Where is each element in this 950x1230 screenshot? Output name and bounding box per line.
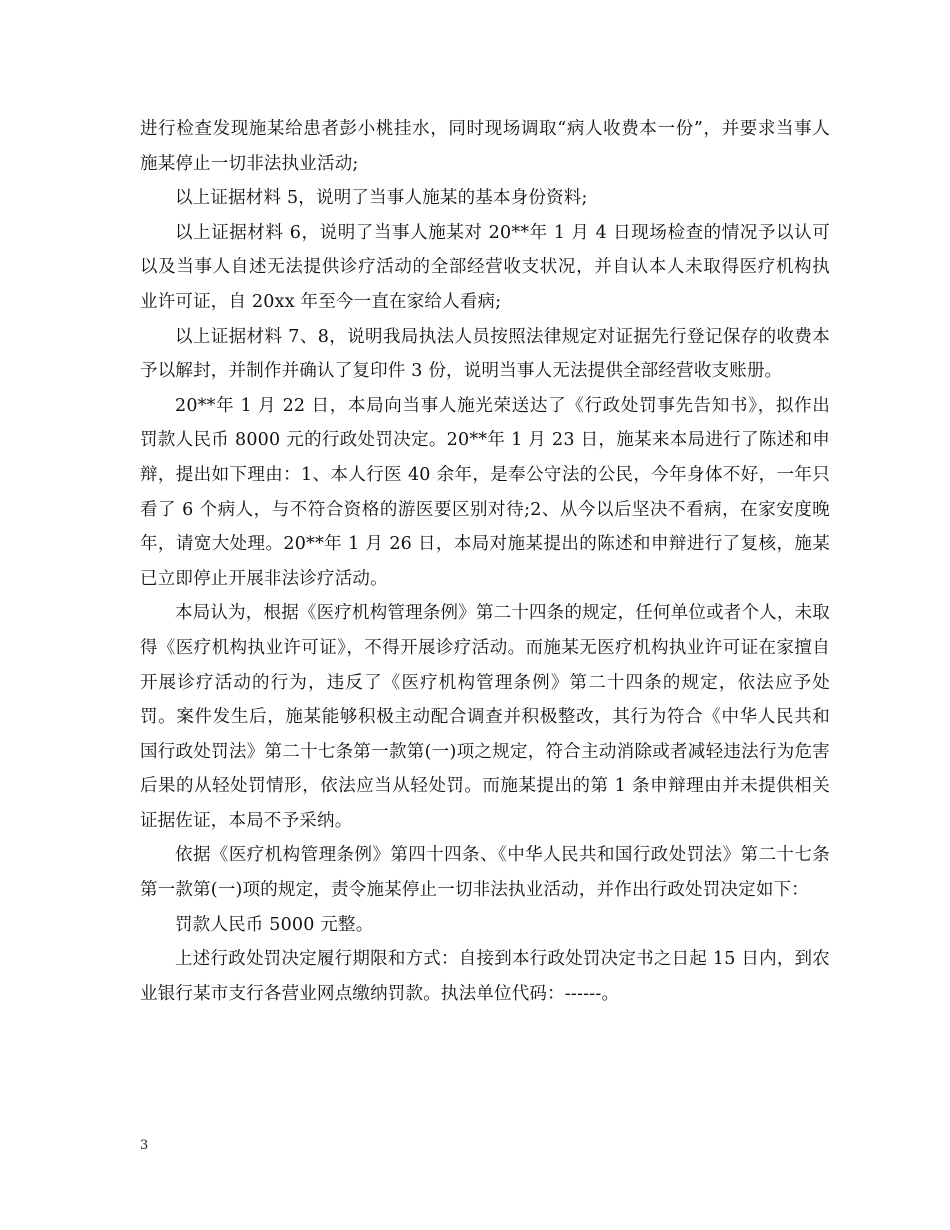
paragraph: 罚款人民币 5000 元整。 xyxy=(175,914,374,935)
paragraph: 本局认为，根据《医疗机构管理条例》第二十四条的规定，任何单位或者个人，未取得《医疗机构执业许可证》，不得开展诊疗活动。而施某无医疗机构执业许可证在家擅自开展诊疗活动的行为，违反了《医疗机构管理条例》第二十四条的规定，依法应予处罚。案件发生后，施某能够积极主动配合调查并积极整改，其行为符合《中华人民共和国行政处罚法》第二十七条第一款第(一)项之规定，符合主动消除或者减轻违法行为危害后果的从轻处罚情形，依法应当从轻处罚。而施某提出的第 1 条申辩理由并未提供相关证据佐证，本局不予采纳。 xyxy=(140,603,830,831)
paragraph: 依据《医疗机构管理条例》第四十四条、《中华人民共和国行政处罚法》第二十七条第一款第(一)项的规定，责令施某停止一切非法执业活动，并作出行政处罚决定如下： xyxy=(140,845,830,901)
paragraph: 上述行政处罚决定履行期限和方式：自接到本行政处罚决定书之日起 15 日内，到农业银行某市支行各营业网点缴纳罚款。执法单位代码：------。 xyxy=(140,949,830,1004)
paragraph: 以上证据材料 5，说明了当事人施某的基本身份资料; xyxy=(175,188,588,209)
paragraph: 进行检查发现施某给患者彭小桃挂水，同时现场调取“病人收费本一份”，并要求当事人施某停止一切非法执业活动; xyxy=(140,119,830,174)
page-number: 3 xyxy=(140,1138,149,1153)
paragraph: 以上证据材料 7、8，说明我局执法人员按照法律规定对证据先行登记保存的收费本予以解封，并制作并确认了复印件 3 份，说明当事人无法提供全部经营收支账册。 xyxy=(140,326,830,382)
paragraph: 以上证据材料 6，说明了当事人施某对 20**年 1 月 4 日现场检查的情况予以认可以及当事人自述无法提供诊疗活动的全部经营收支状况，并自认本人未取得医疗机构执业许可证，自 20xx 年至今一直在家给人看病; xyxy=(140,222,830,312)
paragraph: 20**年 1 月 22 日，本局向当事人施光荣送达了《行政处罚事先告知书》，拟作出罚款人民币 8000 元的行政处罚决定。20**年 1 月 23 日，施某来本局进行了陈述和申辩，提出如下理由：1、本人行医 40 余年，是奉公守法的公民，今年身体不好，一年只看了 6 个病人，与不符合资格的游医要区别对待;2、从今以后坚决不看病，在家安度晚年，请宽大处理。20**年 1 月 26 日，本局对施某提出的陈述和申辩进行了复核，施某已立即停止开展非法诊疗活动。 xyxy=(140,395,830,589)
document-body xyxy=(140,112,830,1011)
